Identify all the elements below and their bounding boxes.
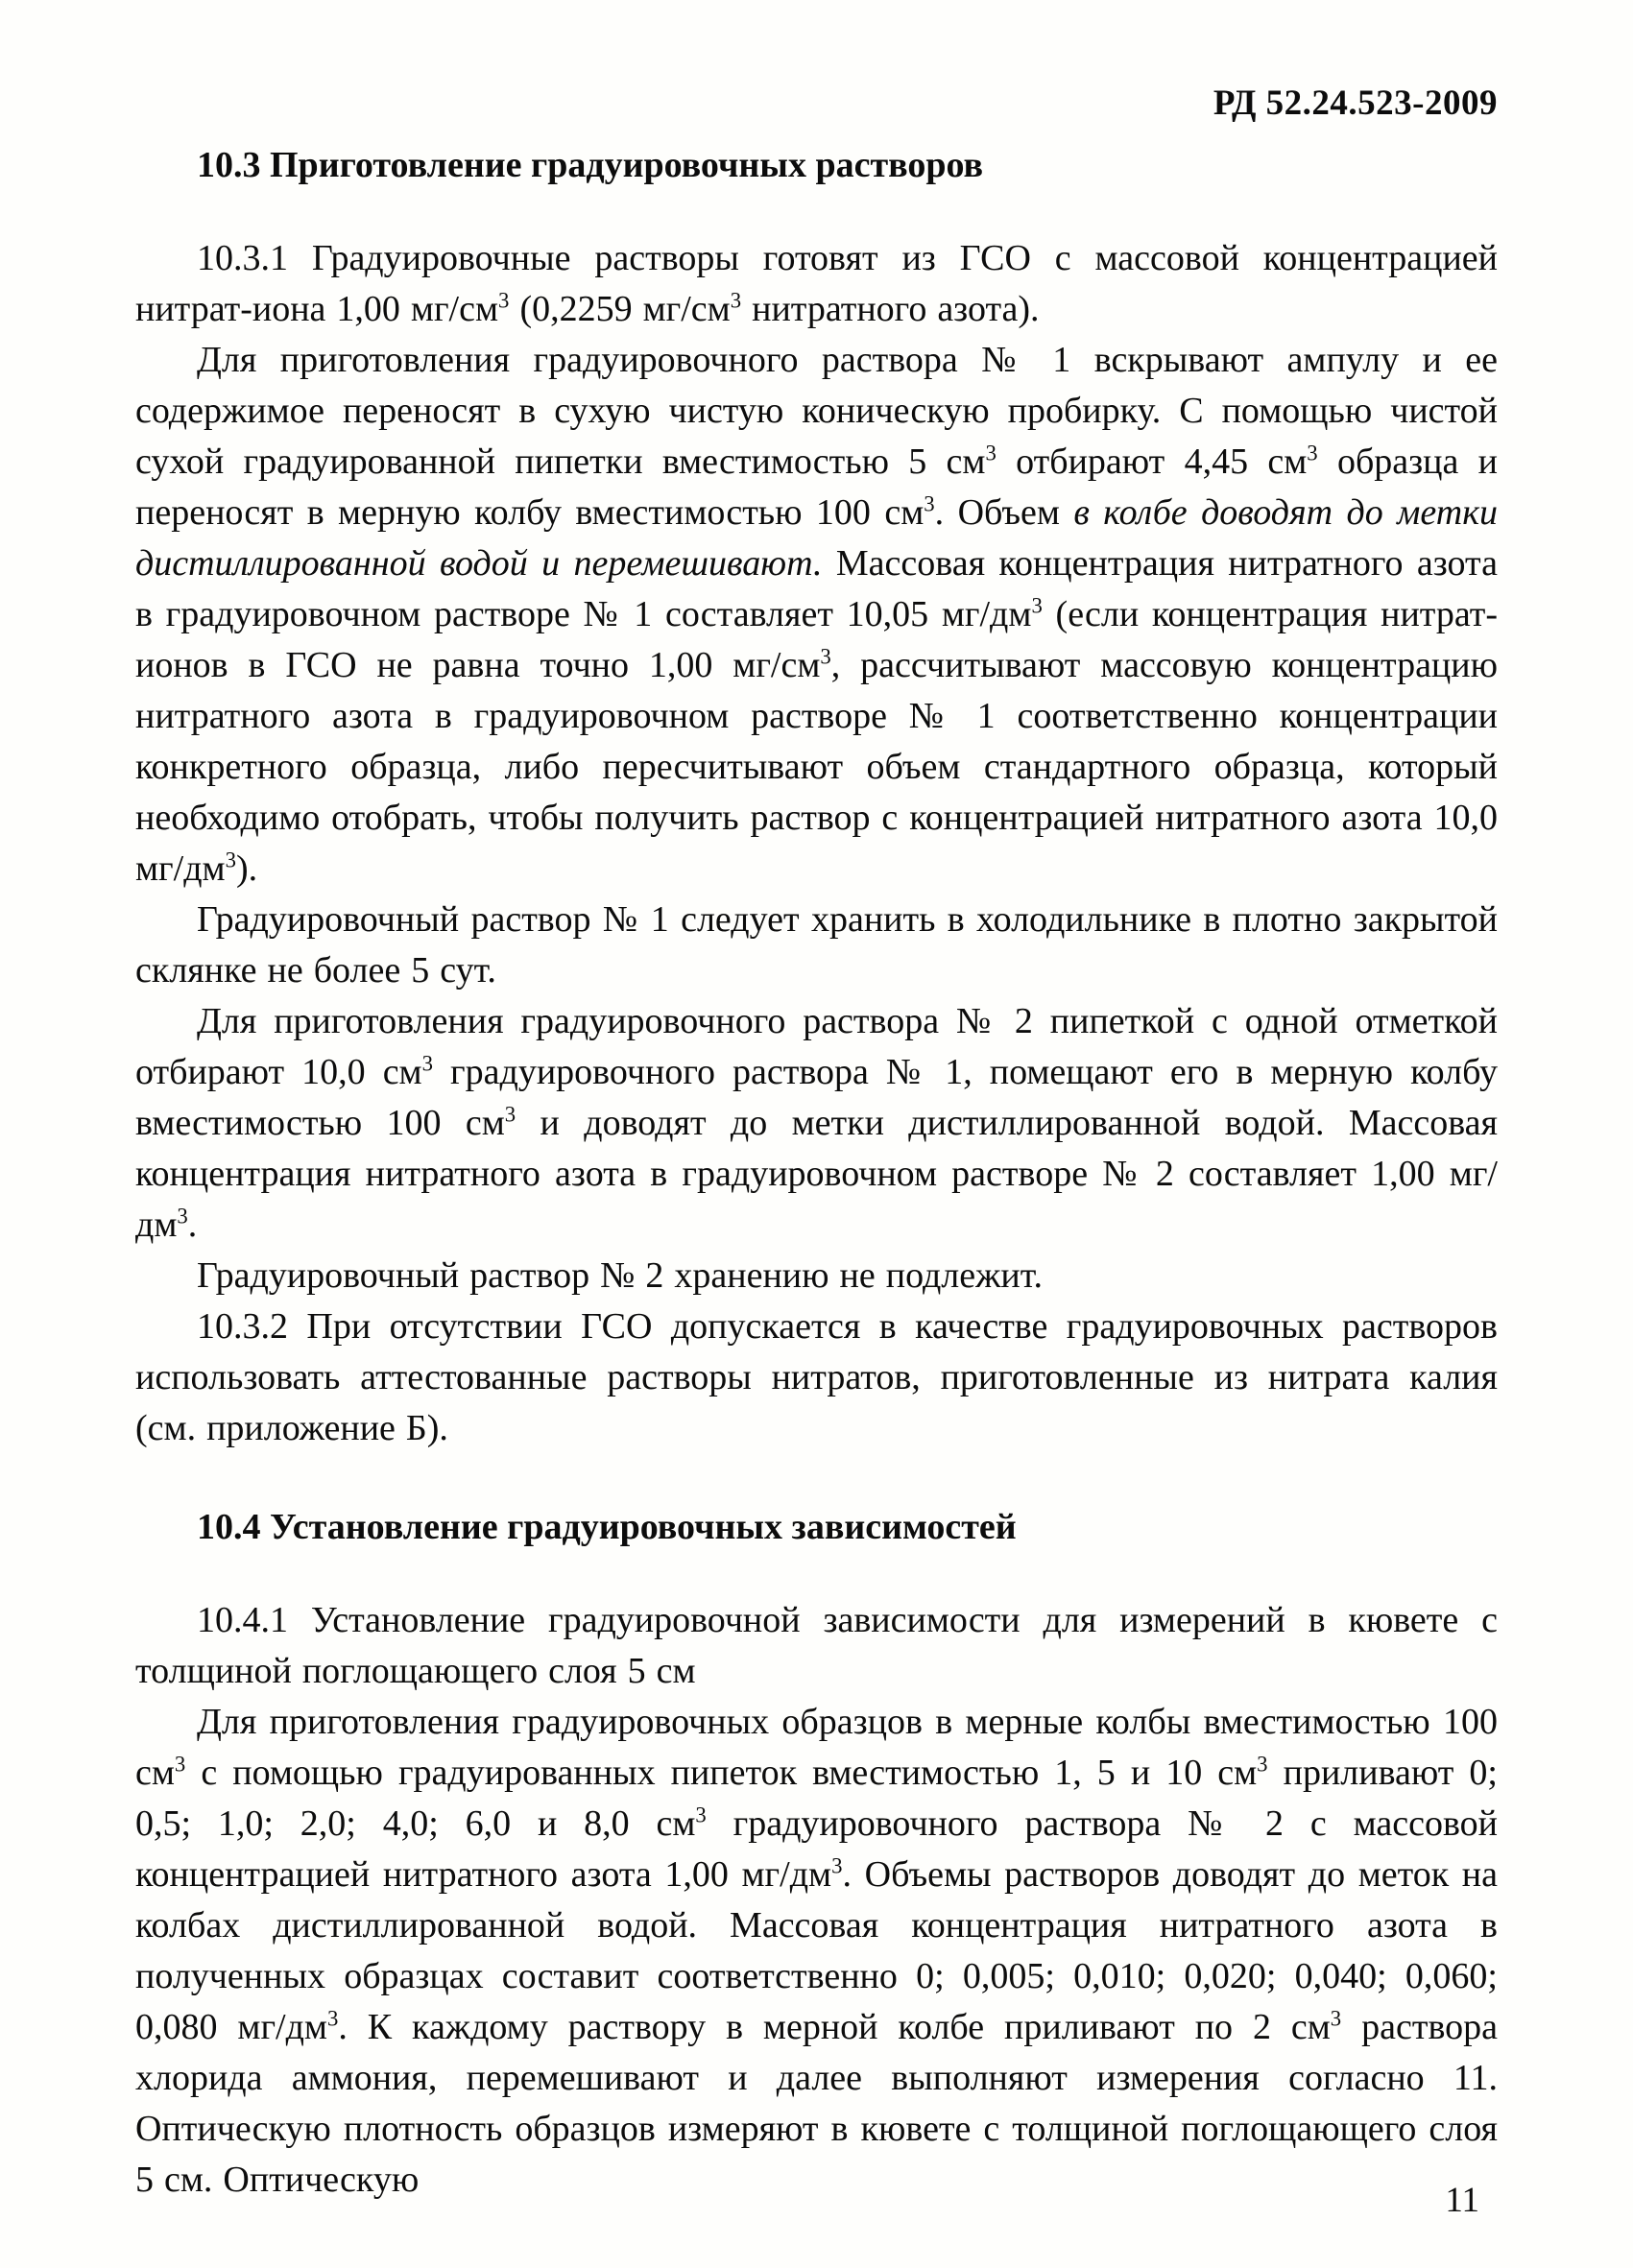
text-run: 10.3 Приготовление градуировочных растворов xyxy=(197,145,984,186)
superscript: 3 xyxy=(1330,2006,1342,2031)
text-run: Градуировочный раствор № 1 следует хранить в холодильнике в плотно закрытой склянке не более 5 сут. xyxy=(135,899,1498,991)
superscript: 3 xyxy=(498,288,510,313)
superscript: 3 xyxy=(985,441,997,466)
text-run: приливают 0; 0,5; 1,0; 2,0; 4,0; 6,0 и 8,0 см xyxy=(135,1753,1498,1845)
text-run: 10.3.1 Градуировочные растворы готовят из ГСО с массовой концентрацией нитрат-иона 1,00 мг/см xyxy=(135,238,1498,330)
superscript: 3 xyxy=(174,1752,186,1777)
text-run: . Объем xyxy=(934,492,1074,534)
text-run: градуировочного раствора № 1, помещают его в мерную колбу вместимостью 100 см xyxy=(135,1052,1498,1144)
text-run: и доводят до метки дистиллированной водой. Массовая концентрация нитратного азота в градуировочном растворе № 2 составляет 1,00 мг/дм xyxy=(135,1103,1498,1246)
superscript: 3 xyxy=(831,1853,843,1878)
text-run: 10.4 Установление градуировочных зависимостей xyxy=(197,1507,1017,1548)
paragraph xyxy=(135,1251,1498,1301)
italic-text-run: в колбе доводят до метки дистиллированной водой и перемешивают. xyxy=(135,492,1498,585)
text-run: . xyxy=(187,1205,198,1246)
text-run: (если концентрация нитрат-ионов в ГСО не равна точно 1,00 мг/см xyxy=(135,594,1498,686)
text-run: нитратного азота). xyxy=(741,289,1040,330)
superscript: 3 xyxy=(177,1204,188,1229)
paragraph xyxy=(135,1301,1498,1454)
document-content xyxy=(135,140,1498,2206)
text-run: Градуировочный раствор № 2 хранению не подлежит. xyxy=(197,1255,1043,1297)
text-run: Для приготовления градуировочного раствора № 1 вскрывают ампулу и ее содержимое переносят в сухую чистую коническую пробирку. С помощью чистой сухой градуированной пипетки вместимостью 5 см xyxy=(135,340,1498,483)
superscript: 3 xyxy=(1307,441,1318,466)
superscript: 3 xyxy=(695,1802,707,1827)
document-number: РД 52.24.523-2009 xyxy=(1213,84,1498,123)
text-run: . К каждому раствору в мерной колбе приливают по 2 см xyxy=(338,2007,1331,2048)
text-run: (0,2259 мг/см xyxy=(509,289,731,330)
text-run: 10.4.1 Установление градуировочной зависимости для измерений в кювете с толщиной поглощающего слоя 5 см xyxy=(135,1600,1498,1692)
superscript: 3 xyxy=(225,848,236,872)
superscript: 3 xyxy=(1257,1752,1268,1777)
superscript: 3 xyxy=(924,491,935,516)
superscript: 3 xyxy=(504,1102,516,1127)
text-run: раствора хлорида аммония, перемешивают и далее выполняют измерения согласно 11. Оптическую плотность образцов измеряют в кювете с толщиной поглощающего слоя 5 см. Оптическую xyxy=(135,2007,1498,2201)
section-heading xyxy=(135,1502,1498,1553)
text-run: Для приготовления градуировочных образцов в мерные колбы вместимостью 100 см xyxy=(135,1702,1498,1794)
text-run: градуировочного раствора № 2 с массовой концентрацией нитратного азота 1,00 мг/дм xyxy=(135,1803,1498,1896)
superscript: 3 xyxy=(820,644,831,669)
text-run: Массовая концентрация нитратного азота в градуировочном растворе № 1 составляет 10,05 мг/дм xyxy=(135,543,1498,635)
paragraph xyxy=(135,1595,1498,1697)
text-run: 10.3.2 При отсутствии ГСО допускается в качестве градуировочных растворов использовать аттестованные растворы нитратов, приготовленные из нитрата калия (см. приложение Б). xyxy=(135,1306,1498,1449)
text-run: отбирают 4,45 см xyxy=(996,442,1308,483)
paragraph xyxy=(135,233,1498,335)
text-run: , рассчитывают массовую концентрацию нитратного азота в градуировочном растворе № 1 соответственно концентрации конкретного образца, либо пересчитывают объем стандартного образца, который необходимо отобрать, чтобы получить раствор с концентрацией нитратного азота 10,0 мг/дм xyxy=(135,645,1498,890)
page-number: 11 xyxy=(1445,2181,1479,2220)
text-run: образца и переносят в мерную колбу вместимостью 100 см xyxy=(135,442,1498,534)
superscript: 3 xyxy=(421,1051,434,1076)
paragraph xyxy=(135,335,1498,895)
paragraph xyxy=(135,996,1498,1251)
text-run: ). xyxy=(235,848,258,890)
superscript: 3 xyxy=(730,288,742,313)
superscript: 3 xyxy=(326,2006,339,2031)
paragraph xyxy=(135,895,1498,996)
text-run: с помощью градуированных пипеток вместимостью 1, 5 и 10 см xyxy=(185,1753,1258,1794)
text-run: . Объемы растворов доводят до меток на колбах дистиллированной водой. Массовая концентрация нитратного азота в полученных образцах составит соответственно 0; 0,005; 0,010; 0,020; 0,040; 0,060; 0,080 мг/дм xyxy=(135,1854,1498,2048)
superscript: 3 xyxy=(1031,593,1043,618)
paragraph xyxy=(135,1697,1498,2206)
section-heading xyxy=(135,140,1498,191)
text-run: Для приготовления градуировочного раствора № 2 пипеткой с одной отметкой отбирают 10,0 см xyxy=(135,1001,1498,1093)
